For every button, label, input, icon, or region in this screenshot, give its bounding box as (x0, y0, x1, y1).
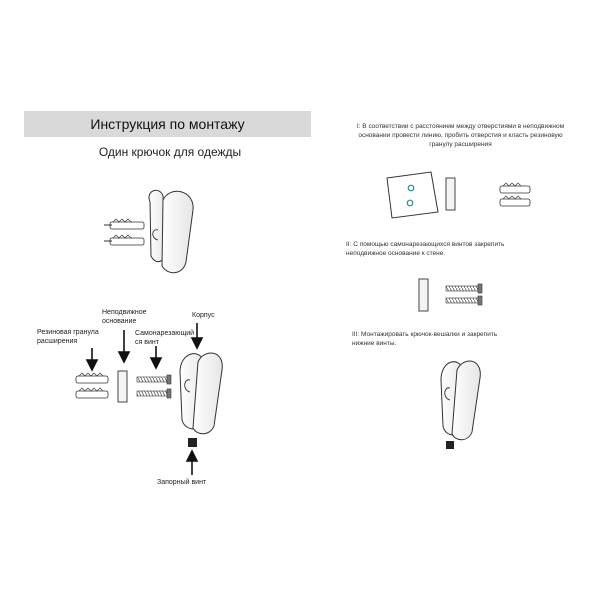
page-subtitle: Один крючок для одежды (98, 145, 242, 159)
anchor-plug-icon (104, 219, 144, 245)
rubber-anchor-icon (76, 373, 108, 398)
lock-screw-icon (188, 438, 197, 447)
hook-body-icon (180, 353, 222, 434)
page-title: Инструкция по монтажу (90, 116, 245, 132)
base-plate-icon-step1 (446, 178, 455, 210)
label-lock-screw: Запорный винт (157, 479, 207, 486)
step-3-text: III: Монтажировать крючок-вешалки и закрепить нижние винты. (352, 331, 498, 347)
screw-pair-icon-step2 (446, 284, 482, 305)
lock-screw-icon-step3 (446, 441, 454, 449)
wall-plate-holes-icon (387, 172, 438, 218)
step-1-text: I: В соответствии с расстоянием между отверстиями в неподвижном основании провести линию, пробить отверстия и класть резиновую гранулу расширения (356, 123, 565, 148)
label-body: Корпус (192, 312, 215, 319)
anchor-pair-icon-step1 (500, 183, 530, 206)
screw-icon (137, 375, 171, 398)
hook-body-icon-step3 (441, 361, 480, 440)
assembled-hook-top (104, 190, 193, 272)
label-fixed-base: Неподвижное основание (102, 309, 147, 325)
base-plate-icon (118, 371, 127, 402)
label-rubber-granule: Резиновая гранула расширения (37, 329, 99, 345)
base-plate-icon-step2 (419, 279, 428, 311)
step-2-text: II: С помощью самонарезающихся винтов закрепить неподвижное основание к стене. (346, 241, 505, 257)
label-self-tapping-screw: Самонарезающий ся винт (135, 330, 195, 346)
